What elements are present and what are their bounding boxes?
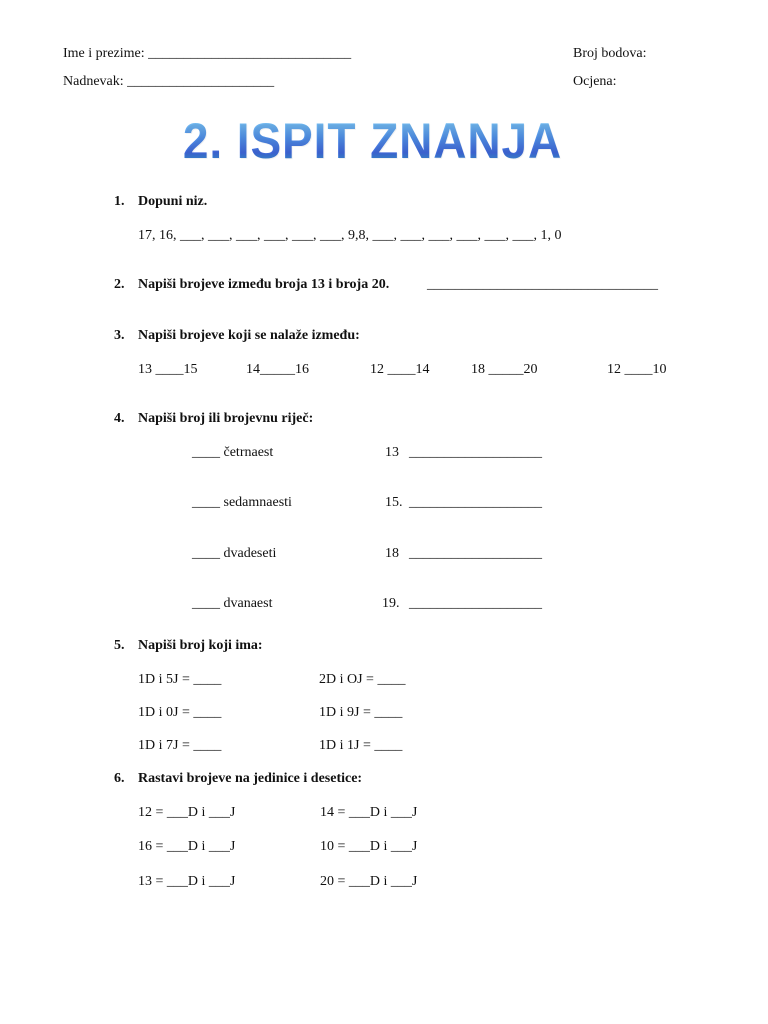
task-4-number-item: 13: [385, 445, 399, 460]
task-1-instruction: Dopuni niz.: [138, 194, 208, 209]
task-4-number-item: 18: [385, 546, 399, 561]
task-4-word-item: ____ sedamnaesti: [192, 495, 292, 510]
task-5-item: 1D i 1J = ____: [319, 738, 403, 753]
task-4-instruction: Napiši broj ili brojevnu riječ:: [138, 411, 314, 426]
task-6-item: 16 = ___D i ___J: [138, 839, 236, 854]
task-6-item: 20 = ___D i ___J: [320, 874, 418, 889]
task-4-number: 4.: [114, 411, 125, 426]
task-6-item: 14 = ___D i ___J: [320, 805, 418, 820]
task-4-word-item: ____ dvadeseti: [192, 546, 277, 561]
grade-label: Ocjena:: [573, 74, 617, 89]
task-6-item: 13 = ___D i ___J: [138, 874, 236, 889]
task-3-item: 14_____16: [246, 362, 309, 377]
task-2-answer-line: _________________________________: [427, 277, 658, 292]
task-4-answer-line: ___________________: [409, 596, 542, 611]
task-3-item: 12 ____14: [370, 362, 430, 377]
task-3-instruction: Napiši brojeve koji se nalaže između:: [138, 328, 360, 343]
task-6-number: 6.: [114, 771, 125, 786]
task-5-item: 1D i 9J = ____: [319, 705, 403, 720]
task-5-number: 5.: [114, 638, 125, 653]
task-6-item: 12 = ___D i ___J: [138, 805, 236, 820]
name-field-label: Ime i prezime: _____________________________: [63, 46, 352, 61]
task-3-item: 18 _____20: [471, 362, 538, 377]
task-4-answer-line: ___________________: [409, 546, 542, 561]
date-field-label: Nadnevak: _____________________: [63, 74, 275, 89]
task-6-instruction: Rastavi brojeve na jedinice i desetice:: [138, 771, 363, 786]
task-5-item: 1D i 7J = ____: [138, 738, 222, 753]
task-3-number: 3.: [114, 328, 125, 343]
task-4-answer-line: ___________________: [409, 495, 542, 510]
task-4-number-item: 15.: [385, 495, 403, 510]
task-5-item: 1D i 5J = ____: [138, 672, 222, 687]
task-4-number-item: 19.: [382, 596, 400, 611]
task-3-item: 12 ____10: [607, 362, 667, 377]
page-title: 2. ISPIT ZNANJA: [30, 112, 715, 170]
task-4-word-item: ____ dvanaest: [192, 596, 273, 611]
task-4-word-item: ____ četrnaest: [192, 445, 274, 460]
task-1-number: 1.: [114, 194, 125, 209]
task-3-item: 13 ____15: [138, 362, 198, 377]
task-4-answer-line: ___________________: [409, 445, 542, 460]
task-2-number: 2.: [114, 277, 125, 292]
task-1-sequence: 17, 16, ___, ___, ___, ___, ___, ___, 9,8, ___, ___, ___, ___, ___, ___, 1, 0: [138, 228, 562, 243]
task-5-instruction: Napiši broj koji ima:: [138, 638, 263, 653]
task-5-item: 2D i OJ = ____: [319, 672, 406, 687]
points-label: Broj bodova:: [573, 46, 647, 61]
task-2-instruction: Napiši brojeve između broja 13 i broja 20.: [138, 277, 390, 292]
task-6-item: 10 = ___D i ___J: [320, 839, 418, 854]
task-5-item: 1D i 0J = ____: [138, 705, 222, 720]
